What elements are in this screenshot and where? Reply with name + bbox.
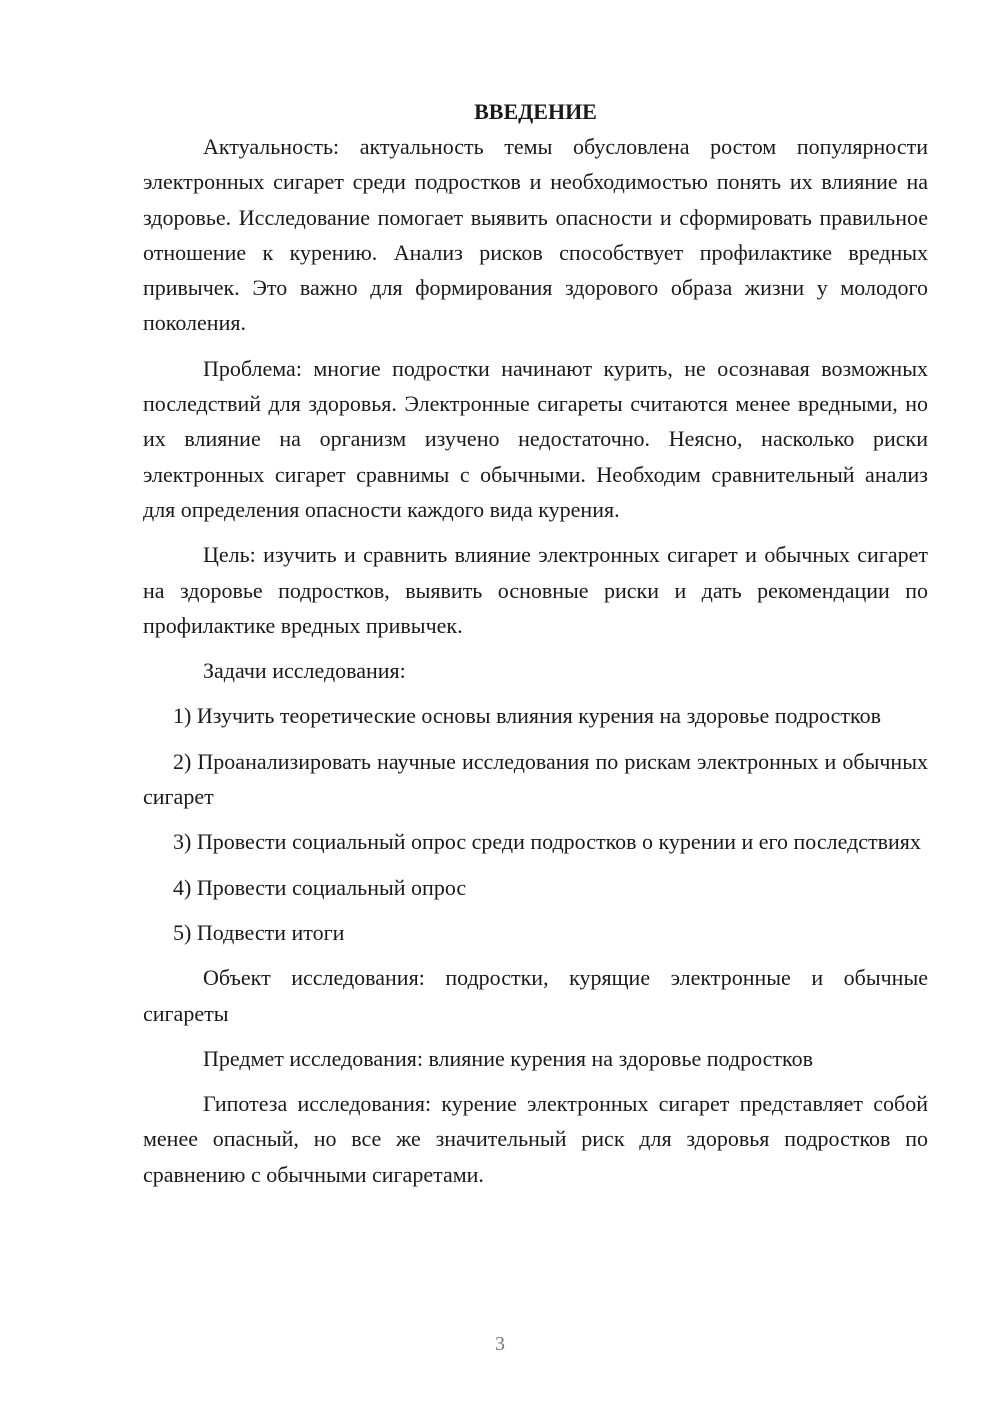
paragraph-gap xyxy=(143,527,928,537)
relevance-paragraph: Актуальность: актуальность темы обусловлена ростом популярности электронных сигарет среди подростков и необходимостью понять их влияние на здоровье. Исследование помогает выявить опасности и сформировать правильное отношение к курению. Анализ рисков способствует профилактике вредных привычек. Это важно для формирования здорового образа жизни у молодого поколения. xyxy=(143,134,928,336)
paragraph-gap xyxy=(143,905,928,915)
goal-paragraph: Цель: изучить и сравнить влияние электронных сигарет и обычных сигарет на здоровье подростков, выявить основные риски и дать рекомендации по профилактике вредных привычек. xyxy=(143,542,928,638)
tasks-heading: Задачи исследования: xyxy=(203,658,406,684)
section-title: ВВЕДЕНИЕ xyxy=(474,99,597,124)
task-item-5: 5) Подвести итоги xyxy=(173,919,345,945)
task-item-2: 2) Проанализировать научные исследования по рискам электронных и обычных сигарет xyxy=(143,748,928,810)
paragraph-gap xyxy=(143,688,928,698)
page-number: 3 xyxy=(495,1333,505,1355)
paragraph-gap xyxy=(143,1031,928,1041)
task-item-4: 4) Провести социальный опрос xyxy=(173,874,467,900)
paragraph-gap xyxy=(143,643,928,653)
object-paragraph: Объект исследования: подростки, курящие электронные и обычные сигареты xyxy=(143,965,928,1026)
paragraph-gap xyxy=(143,734,928,744)
document-page xyxy=(143,94,928,1192)
paragraph-gap xyxy=(143,814,928,824)
paragraph-gap xyxy=(143,860,928,870)
paragraph-gap xyxy=(143,341,928,351)
hypothesis-paragraph: Гипотеза исследования: курение электронных сигарет представляет собой менее опасный, но все же значительный риск для здоровья подростков по сравнению с обычными сигаретами. xyxy=(143,1091,928,1187)
task-item-1: 1) Изучить теоретические основы влияния курения на здоровье подростков xyxy=(173,703,881,729)
task-item-3: 3) Провести социальный опрос среди подростков о курении и его последствиях xyxy=(173,829,921,855)
subject-paragraph: Предмет исследования: влияние курения на здоровье подростков xyxy=(203,1045,813,1071)
problem-paragraph: Проблема: многие подростки начинают курить, не осознавая возможных последствий для здоровья. Электронные сигареты считаются менее вредными, но их влияние на организм изучено недостаточно. Неясно, насколько риски электронных сигарет сравнимы с обычными. Необходим сравнительный анализ для определения опасности каждого вида курения. xyxy=(143,355,928,522)
paragraph-gap xyxy=(143,950,928,960)
paragraph-gap xyxy=(143,1076,928,1086)
